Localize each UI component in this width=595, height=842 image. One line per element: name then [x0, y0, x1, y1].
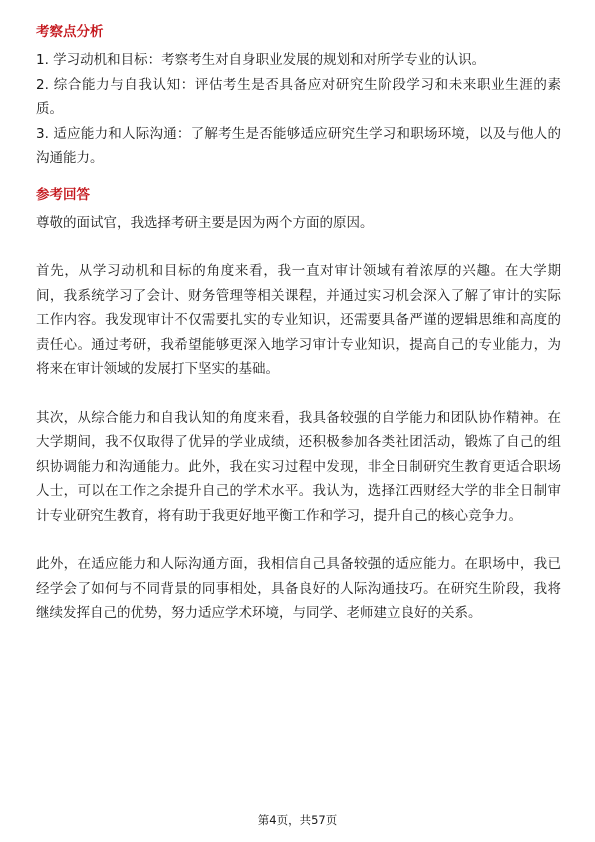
analysis-item-2: 2. 综合能力与自我认知：评估考生是否具备应对研究生阶段学习和未来职业生涯的素质。 [36, 76, 561, 117]
analysis-heading: 考察点分析 [36, 24, 104, 40]
page-content [36, 22, 561, 626]
answer-heading: 参考回答 [36, 186, 90, 203]
answer-paragraph-3: 此外，在适应能力和人际沟通方面，我相信自己具备较强的适应能力。在职场中，我已经学会了如何与不同背景的同事相处，具备良好的人际沟通技巧。在研究生阶段，我将继续发挥自己的优势，努力适应学术环境，与同学、老师建立良好的关系。 [36, 556, 561, 621]
analysis-item-1: 1. 学习动机和目标：考察考生对自身职业发展的规划和对所学专业的认识。 [36, 52, 486, 68]
answer-paragraph-2: 其次，从综合能力和自我认知的角度来看，我具备较强的自学能力和团队协作精神。在大学期间，我不仅取得了优异的学业成绩，还积极参加各类社团活动，锻炼了自己的组织协调能力和沟通能力。此外，我在实习过程中发现，非全日制研究生教育更适合职场人士，可以在工作之余提升自己的学术水平。我认为，选择江西财经大学的非全日制审计专业研究生教育，将有助于我更好地平衡工作和学习，提升自己的核心竞争力。 [36, 409, 561, 524]
answer-paragraph-1: 首先，从学习动机和目标的角度来看，我一直对审计领域有着浓厚的兴趣。在大学期间，我系统学习了会计、财务管理等相关课程，并通过实习机会深入了解了审计的实际工作内容。我发现审计不仅需要扎实的专业知识，还需要具备严谨的逻辑思维和高度的责任心。通过考研，我希望能够更深入地学习审计专业知识，提高自己的专业能力，为将来在审计领域的发展打下坚实的基础。 [36, 263, 561, 377]
page-number: 第4页，共57页 [257, 813, 338, 827]
answer-intro: 尊敬的面试官，我选择考研主要是因为两个方面的原因。 [36, 214, 374, 231]
analysis-item-3: 3. 适应能力和人际沟通：了解考生是否能够适应研究生学习和职场环境，以及与他人的沟通能力。 [36, 125, 561, 166]
